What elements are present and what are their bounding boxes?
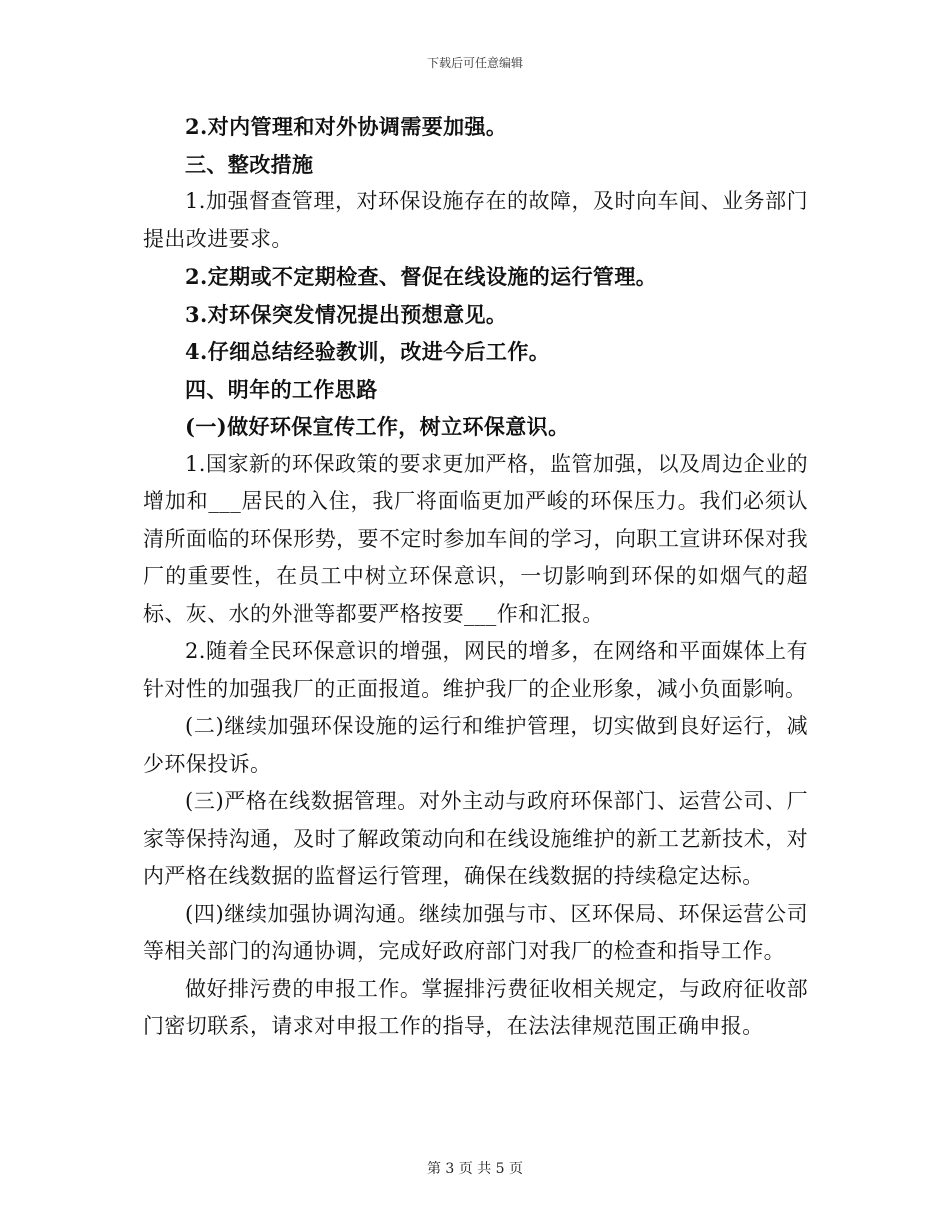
paragraph: 2.随着全民环保意识的增强，网民的增多，在网络和平面媒体上有针对性的加强我厂的正面报道。维护我厂的企业形象，减小负面影响。 [143,639,808,701]
page-header: 下载后可任意编辑 [426,56,523,70]
paragraph: 4.仔细总结经验教训，改进今后工作。 [185,339,551,364]
section-heading: 三、整改措施 [185,151,314,177]
paragraph: 2.定期或不定期检查、督促在线设施的运行管理。 [185,264,658,289]
paragraph: 1.国家新的环保政策的要求更加严格，监管加强，以及周边企业的增加和___居民的入住，我厂将面临更加严峻的环保压力。我们必须认清所面临的环保形势，要不定时参加车间的学习，向职工宣讲环保对我厂的重要性，在员工中树立环保意识，一切影响到环保的如烟气的超标、灰、水的外泄等都要严格按要___作和汇报。 [143,451,808,626]
subsection-heading: (一)做好环保宣传工作，树立环保意识。 [185,414,570,439]
paragraph: 3.对环保突发情况提出预想意见。 [185,301,508,327]
paragraph: 1.加强督查管理，对环保设施存在的故障，及时向车间、业务部门提出改进要求。 [143,189,808,251]
paragraph: (四)继续加强协调沟通。继续加强与市、区环保局、环保运营公司等相关部门的沟通协调，完成好政府部门对我厂的检查和指导工作。 [143,901,808,963]
page-footer: 第 3 页 共 5 页 [426,1161,524,1177]
paragraph: 2.对内管理和对外协调需要加强。 [185,114,508,139]
paragraph: 做好排污费的申报工作。掌握排污费征收相关规定，与政府征收部门密切联系，请求对申报工作的指导，在法法律规范围正确申报。 [143,976,808,1038]
section-heading: 四、明年的工作思路 [185,376,378,402]
paragraph: (二)继续加强环保设施的运行和维护管理，切实做到良好运行，减少环保投诉。 [143,714,808,776]
document-body [143,108,808,1046]
paragraph: (三)严格在线数据管理。对外主动与政府环保部门、运营公司、厂家等保持沟通，及时了解政策动向和在线设施维护的新工艺新技术，对内严格在线数据的监督运行管理，确保在线数据的持续稳定达标。 [143,789,808,888]
